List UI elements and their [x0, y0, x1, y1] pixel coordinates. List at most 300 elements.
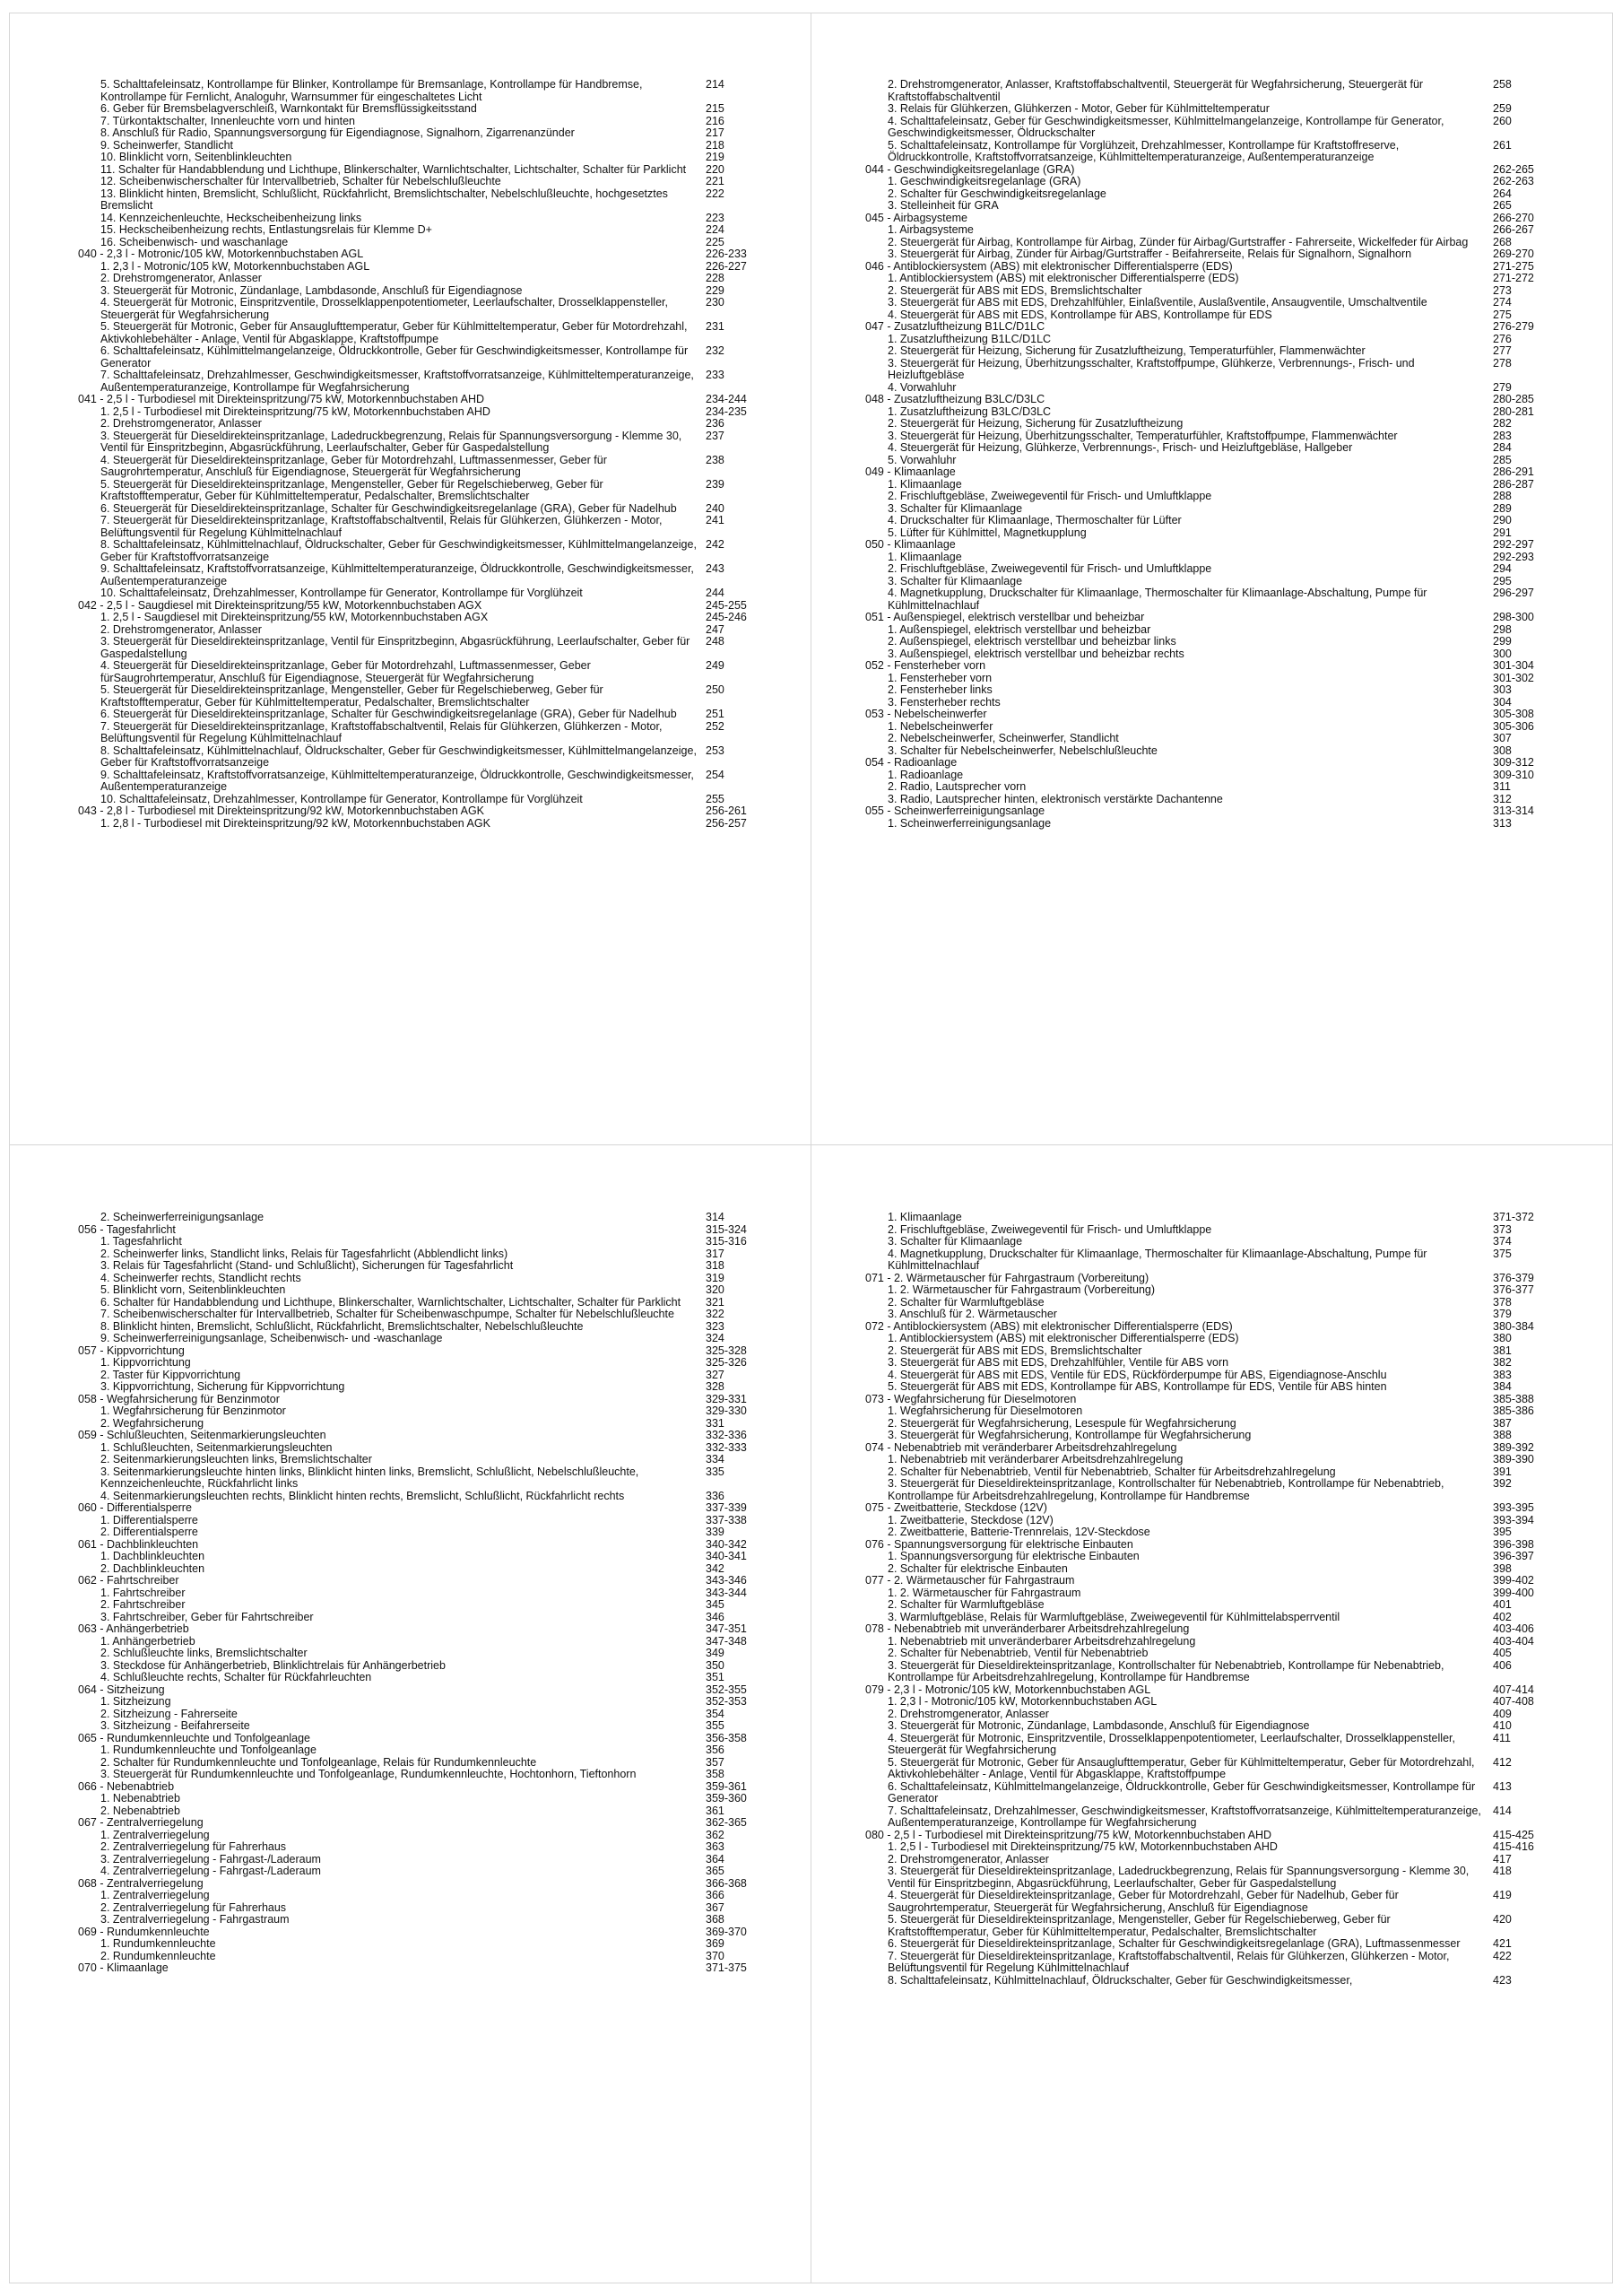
toc-entry-title: 5. Steuergerät für Motronic, Geber für Ansauglufttemperatur, Geber für Kühlmitteltemperatur, Geber für Motordrehzahl, Aktivkohlebehälter - Anlage, Ventil für Abgasklappe, Kraftstoffpumpe — [100, 320, 688, 345]
toc-subentry — [865, 309, 1600, 322]
toc-subentry — [78, 116, 798, 128]
toc-entry-title: 2. Fahrtschreiber — [100, 1598, 186, 1611]
toc-entry-title: 053 - Nebelscheinwerfer — [865, 708, 987, 720]
toc-section-entry — [865, 612, 1600, 624]
toc-subentry — [865, 491, 1600, 503]
toc-entry-title: 3. Schalter für Klimaanlage — [888, 1235, 1023, 1248]
toc-page-number: 399-400 — [1493, 1586, 1534, 1599]
toc-page-number: 262-265 — [1493, 162, 1534, 176]
toc-page-number: 329-331 — [706, 1392, 747, 1405]
toc-section-entry — [865, 660, 1600, 673]
toc-subentry — [865, 1938, 1600, 1951]
toc-subentry — [865, 1757, 1600, 1781]
toc-subentry — [865, 103, 1600, 116]
toc-page-number: 288 — [1493, 490, 1512, 502]
toc-entry-title: 1. Geschwindigkeitsregelanlage (GRA) — [888, 175, 1081, 187]
toc-entry-title: 1. Airbagsysteme — [888, 223, 974, 236]
toc-page-number: 305-308 — [1493, 708, 1534, 720]
toc-entry-title: 1. Zentralverriegelung — [100, 1828, 210, 1841]
toc-entry-title: 4. Magnetkupplung, Druckschalter für Klimaanlage, Thermoschalter für Klimaanlage-Abschaltung, Pumpe für Kühlmittelnachlauf — [888, 587, 1427, 612]
toc-entry-title: 15. Heckscheibenheizung rechts, Entlastungsrelais für Klemme D+ — [100, 223, 432, 236]
toc-entry-title: 1. Tagesfahrlicht — [100, 1235, 182, 1248]
toc-entry-title: 3. Schalter für Nebelscheinwerfer, Nebelschlußleuchte — [888, 744, 1158, 757]
toc-subentry — [865, 1212, 1600, 1224]
toc-entry-title: 1. Fahrtschreiber — [100, 1586, 186, 1599]
toc-page-number: 362 — [706, 1828, 724, 1841]
toc-page-number: 345 — [706, 1598, 724, 1611]
toc-page-number: 363 — [706, 1840, 724, 1853]
toc-entry-title: 2. Zentralverriegelung für Fahrerhaus — [100, 1840, 287, 1853]
toc-subentry — [78, 1914, 798, 1926]
toc-page-number: 357 — [706, 1755, 724, 1769]
toc-subentry — [865, 1975, 1600, 1987]
toc-subentry — [78, 794, 798, 806]
toc-subentry — [78, 103, 798, 116]
toc-entry-title: 048 - Zusatzluftheizung B3LC/D3LC — [865, 393, 1045, 405]
toc-subentry — [78, 636, 798, 660]
toc-entry-title: 7. Steuergerät für Dieseldirekteinspritzanlage, Kraftstoffabschaltventil, Relais für Glühkerzen, Glühkerzen - Motor, Belüftungsventil für Regelung Kühlmittelnachlauf — [100, 514, 663, 539]
toc-subentry — [865, 406, 1600, 419]
toc-page-number: 298-300 — [1493, 611, 1534, 623]
toc-page-number: 296-297 — [1493, 587, 1534, 599]
toc-subentry — [865, 673, 1600, 685]
toc-page-number: 305-306 — [1493, 719, 1534, 733]
toc-page-number: 369-370 — [706, 1925, 747, 1938]
toc-entry-title: 4. Vorwahluhr — [888, 380, 957, 394]
toc-subentry — [78, 1321, 798, 1334]
toc-subentry — [78, 770, 798, 794]
toc-page-number: 214 — [706, 78, 724, 91]
toc-page-number: 391 — [1493, 1465, 1512, 1478]
toc-page-number: 324 — [706, 1332, 724, 1344]
toc-subentry — [78, 1563, 798, 1576]
toc-subentry — [78, 624, 798, 637]
toc-subentry — [78, 273, 798, 285]
toc-section-entry — [78, 1878, 798, 1891]
toc-entry-title: 2. Steuergerät für Heizung, Sicherung für Zusatzluftheizung, Temperaturfühler, Flammenwächter — [888, 344, 1366, 357]
toc-entry-title: 1. Nebenabtrieb mit veränderbarer Arbeitsdrehzahlregelung — [888, 1453, 1184, 1465]
toc-section-entry — [865, 1830, 1600, 1842]
toc-section-entry — [78, 1394, 798, 1406]
toc-entry-title: 1. Zweitbatterie, Steckdose (12V) — [888, 1513, 1054, 1526]
toc-entry-title: 071 - 2. Wärmetauscher für Fahrgastraum (Vorbereitung) — [865, 1271, 1149, 1284]
toc-entry-title: 3. Seitenmarkierungsleuchte hinten links, Blinklicht hinten links, Bremslicht, Schlußlicht, Nebelschlußleuchte, Kennzeichenleuchte, Rückfahrlicht links — [100, 1465, 639, 1490]
toc-page-number: 399-402 — [1493, 1574, 1534, 1587]
toc-section-entry — [865, 213, 1600, 225]
toc-page-number: 276-279 — [1493, 320, 1534, 333]
toc-subentry — [78, 1491, 798, 1503]
toc-page-number: 226-227 — [706, 259, 747, 273]
toc-entry-title: 080 - 2,5 l - Turbodiesel mit Direkteinspritzung/75 kW, Motorkennbuchstaben AHD — [865, 1828, 1271, 1841]
toc-page-number: 234-244 — [706, 393, 747, 405]
toc-entry-title: 3. Sitzheizung - Beifahrerseite — [100, 1719, 250, 1732]
toc-section-entry — [78, 394, 798, 406]
toc-subentry — [78, 1696, 798, 1709]
toc-page-number: 418 — [1493, 1865, 1512, 1877]
toc-entry-title: 2. Sitzheizung - Fahrerseite — [100, 1707, 238, 1720]
toc-entry-title: 3. Außenspiegel, elektrisch verstellbar und beheizbar rechts — [888, 647, 1184, 660]
toc-page-number: 303 — [1493, 683, 1512, 696]
toc-entry-title: 6. Steuergerät für Dieseldirekteinspritzanlage, Schalter für Geschwindigkeitsregelanlage (GRA), Geber für Nadelhub — [100, 708, 677, 720]
toc-subentry — [78, 127, 798, 140]
toc-subentry — [865, 1357, 1600, 1370]
toc-entry-title: 060 - Differentialsperre — [78, 1501, 192, 1514]
toc-entry-title: 5. Steuergerät für Dieseldirekteinspritzanlage, Mengensteller, Geber für Regelschieberweg, Geber für Kraftstofftemperatur, Geber für Kühlmitteltemperatur, Pedalschalter, Bremslichtschalter — [888, 1913, 1391, 1938]
toc-entry-title: 061 - Dachblinkleuchten — [78, 1537, 199, 1551]
toc-entry-title: 6. Steuergerät für Dieseldirekteinspritzanlage, Schalter für Geschwindigkeitsregelanlage (GRA), Luftmassenmesser — [888, 1937, 1461, 1950]
toc-entry-title: 1. 2,8 l - Turbodiesel mit Direkteinspritzung/92 kW, Motorkennbuchstaben AGK — [100, 816, 490, 830]
toc-entry-title: 14. Kennzeichenleuchte, Heckscheibenheizung links — [100, 211, 362, 224]
toc-entry-title: 2. Steuergerät für ABS mit EDS, Bremslichtschalter — [888, 283, 1142, 297]
toc-section-entry — [865, 261, 1600, 274]
toc-entry-title: 3. Steuergerät für Airbag, Zünder für Airbag/Gurtstraffer - Beifahrerseite, Relais für Signalhorn, Signalhorn — [888, 248, 1412, 260]
toc-subentry — [865, 552, 1600, 564]
toc-entry-title: 2. Nebenabtrieb — [100, 1804, 180, 1817]
toc-page-number: 268 — [1493, 235, 1512, 248]
toc-section-entry — [78, 1817, 798, 1830]
toc-section-entry — [865, 1502, 1600, 1515]
toc-section-entry — [78, 1623, 798, 1636]
toc-page-number: 300 — [1493, 647, 1512, 660]
toc-entry-title: 3. Steuergerät für Heizung, Überhitzungsschalter, Kraftstoffpumpe, Glühkerze, Verbrennungs-, Frisch- und Heizluftgebläse — [888, 356, 1415, 381]
toc-subentry — [865, 1612, 1600, 1624]
toc-subentry — [865, 527, 1600, 540]
toc-page-number: 343-344 — [706, 1586, 747, 1599]
toc-section-entry — [78, 1781, 798, 1794]
toc-entry-title: 2. Drehstromgenerator, Anlasser — [100, 622, 262, 636]
toc-entry-title: 2. Dachblinkleuchten — [100, 1561, 205, 1575]
toc-entry-title: 3. Schalter für Klimaanlage — [888, 574, 1023, 587]
toc-entry-title: 1. Außenspiegel, elektrisch verstellbar und beheizbar — [888, 622, 1151, 636]
toc-subentry — [865, 1309, 1600, 1321]
toc-page-number: 362-365 — [706, 1816, 747, 1829]
toc-page-number: 376-377 — [1493, 1283, 1534, 1296]
toc-subentry — [865, 1284, 1600, 1297]
toc-page-number: 343-346 — [706, 1574, 747, 1587]
toc-page-number: 375 — [1493, 1247, 1512, 1260]
toc-page-number: 291 — [1493, 526, 1512, 539]
toc-subentry — [865, 1297, 1600, 1309]
toc-subentry — [865, 721, 1600, 734]
toc-subentry — [865, 1660, 1600, 1684]
toc-page-number: 351 — [706, 1671, 724, 1683]
toc-entry-title: 4. Scheinwerfer rechts, Standlicht rechts — [100, 1271, 301, 1284]
toc-subentry — [78, 224, 798, 237]
toc-subentry — [865, 1866, 1600, 1890]
toc-page-number: 385-386 — [1493, 1405, 1534, 1417]
toc-section-entry — [78, 248, 798, 261]
toc-page-number: 413 — [1493, 1779, 1512, 1793]
toc-entry-title: 056 - Tagesfahrlicht — [78, 1222, 176, 1236]
toc-entry-title: 2. Steuergerät für Airbag, Kontrollampe für Airbag, Zünder für Airbag/Gurtstraffer - Fahrerseite, Wickelfeder für Airbag — [888, 235, 1469, 248]
toc-page-number: 406 — [1493, 1658, 1512, 1672]
toc-entry-title: 1. Sitzheizung — [100, 1695, 171, 1708]
toc-entry-title: 1. 2,3 l - Motronic/105 kW, Motorkennbuchstaben AGL — [100, 259, 370, 273]
toc-entry-title: 4. Steuergerät für Dieseldirekteinspritzanlage, Geber für Motordrehzahl, Luftmassenmesser, Geber fürSaugrohrtemperatur, Anschluß für Eigendiagnose, Steuergerät für Wegfahrsicherung — [100, 659, 591, 684]
toc-subentry — [78, 1273, 798, 1285]
toc-subentry — [78, 297, 798, 321]
toc-subentry — [865, 1236, 1600, 1248]
toc-entry-title: 1. 2,3 l - Motronic/105 kW, Motorkennbuchstaben AGL — [888, 1695, 1158, 1708]
toc-section-entry — [865, 757, 1600, 770]
toc-subentry — [78, 1866, 798, 1878]
toc-subentry — [78, 1938, 798, 1951]
toc-entry-title: 12. Scheibenwischerschalter für Intervallbetrieb, Schalter für Nebelschlußleuchte — [100, 175, 501, 187]
toc-page-number: 373 — [1493, 1222, 1512, 1236]
toc-subentry — [78, 1660, 798, 1673]
toc-page-number: 247 — [706, 622, 724, 636]
toc-section-entry — [78, 1539, 798, 1552]
toc-entry-title: 2. Schalter für Warmluftgebläse — [888, 1598, 1045, 1611]
toc-subentry — [865, 442, 1600, 455]
toc-entry-title: 076 - Spannungsversorgung für elektrische Einbauten — [865, 1537, 1133, 1551]
toc-subentry — [865, 140, 1600, 164]
toc-subentry — [865, 1478, 1600, 1502]
toc-entry-title: 1. Zusatzluftheizung B1LC/D1LC — [888, 332, 1052, 345]
toc-page-number: 335 — [706, 1465, 724, 1478]
toc-page-number: 337-339 — [706, 1501, 747, 1514]
toc-page-number: 313 — [1493, 816, 1512, 830]
toc-entry-title: 3. Stelleinheit für GRA — [888, 199, 999, 212]
toc-subentry — [78, 1466, 798, 1491]
toc-entry-title: 3. Steuergerät für ABS mit EDS, Drehzahlfühler, Ventile für ABS vorn — [888, 1356, 1229, 1369]
toc-subentry — [865, 188, 1600, 201]
toc-page-number: 395 — [1493, 1526, 1512, 1538]
toc-page-number: 409 — [1493, 1707, 1512, 1720]
toc-page-number: 225 — [706, 235, 724, 248]
toc-page-number: 252 — [706, 719, 724, 733]
toc-page-number: 370 — [706, 1949, 724, 1962]
toc-page-number: 352-353 — [706, 1695, 747, 1708]
toc-subentry — [78, 237, 798, 249]
toc-page-number: 412 — [1493, 1755, 1512, 1769]
toc-page-number: 323 — [706, 1319, 724, 1333]
toc-entry-title: 1. Nebenabtrieb mit unveränderbarer Arbeitsdrehzahlregelung — [888, 1634, 1196, 1648]
toc-page-number: 279 — [1493, 380, 1512, 394]
toc-entry-title: 5. Steuergerät für Motronic, Geber für Ansauglufttemperatur, Geber für Kühlmitteltemperatur, Geber für Motordrehzahl, Aktivkohlebehälter - Anlage, Ventil für Abgasklappe, Kraftstoffpumpe — [888, 1755, 1475, 1780]
toc-page-number: 259 — [1493, 102, 1512, 115]
toc-subentry — [865, 1720, 1600, 1733]
toc-page-number: 359-361 — [706, 1779, 747, 1793]
toc-page-number: 283 — [1493, 429, 1512, 442]
toc-page-number: 417 — [1493, 1852, 1512, 1866]
toc-entry-title: 6. Schalttafeleinsatz, Kühlmittelmangelanzeige, Öldruckkontrolle, Geber für Geschwindigkeitsmesser, Kontrollampe für Generator — [888, 1779, 1476, 1805]
toc-page-number: 304 — [1493, 695, 1512, 709]
toc-page-number: 366-368 — [706, 1876, 747, 1890]
toc-entry-title: 2. Drehstromgenerator, Anlasser — [888, 1852, 1049, 1866]
toc-entry-title: 4. Schalttafeleinsatz, Geber für Geschwindigkeitsmesser, Kühlmittelmangelanzeige, Kontrollampe für Generator, Geschwindigkeitsmesser, Öldruckschalter — [888, 114, 1444, 139]
toc-entry-title: 078 - Nebenabtrieb mit unveränderbarer Arbeitsdrehzahlregelung — [865, 1622, 1190, 1635]
toc-page-number: 354 — [706, 1707, 724, 1720]
toc-subentry — [865, 1370, 1600, 1382]
toc-subentry — [865, 1696, 1600, 1709]
toc-entry-title: 1. Rundumkennleuchte — [100, 1937, 216, 1950]
toc-entry-title: 7. Scheibenwischerschalter für Intervallbetrieb, Schalter für Scheibenwaschpumpe, Schalter für Nebelschlußleuchte — [100, 1308, 674, 1320]
toc-subentry — [78, 406, 798, 419]
toc-page-number: 244 — [706, 587, 724, 599]
toc-page-number: 396-398 — [1493, 1537, 1534, 1551]
toc-entry-title: 7. Türkontaktschalter, Innenleuchte vorn und hinten — [100, 114, 355, 127]
toc-page-number: 398 — [1493, 1561, 1512, 1575]
toc-subentry — [865, 1951, 1600, 1975]
toc-entry-title: 2. Frischluftgebläse, Zweiwegeventil für Frisch- und Umluftklappe — [888, 490, 1212, 502]
toc-page-number: 380 — [1493, 1332, 1512, 1344]
toc-entry-title: 069 - Rundumkennleuchte — [78, 1925, 210, 1938]
toc-subentry — [78, 1454, 798, 1466]
toc-page-number: 301-304 — [1493, 659, 1534, 672]
toc-page-number: 266-267 — [1493, 223, 1534, 236]
toc-page-number: 218 — [706, 138, 724, 152]
toc-page-number: 249 — [706, 659, 724, 672]
toc-entry-title: 062 - Fahrtschreiber — [78, 1574, 179, 1587]
toc-page-number: 277 — [1493, 344, 1512, 357]
toc-entry-title: 3. Steuergerät für Dieseldirekteinspritzanlage, Ventil für Einspritzbeginn, Abgasrückführung, Leerlaufschalter, Geber für Gaspedalstellung — [100, 635, 690, 660]
toc-entry-title: 054 - Radioanlage — [865, 756, 958, 769]
toc-entry-title: 2. Differentialsperre — [100, 1526, 198, 1538]
toc-page-number: 396-397 — [1493, 1550, 1534, 1562]
toc-subentry — [865, 334, 1600, 346]
toc-subentry — [78, 140, 798, 152]
toc-page-number: 420 — [1493, 1913, 1512, 1926]
toc-entry-title: 3. Anschluß für 2. Wärmetauscher — [888, 1308, 1057, 1320]
toc-subentry — [865, 818, 1600, 831]
toc-entry-title: 2. Schalter für Rundumkennleuchte und Tonfolgeanlage, Relais für Rundumkennleuchte — [100, 1755, 537, 1769]
toc-page-number: 243 — [706, 562, 724, 575]
toc-page-number: 239 — [706, 477, 724, 491]
toc-entry-title: 2. Schalter für Nebenabtrieb, Ventil für Nebenabtrieb — [888, 1647, 1149, 1659]
toc-page-number: 250 — [706, 683, 724, 696]
toc-page-number: 254 — [706, 768, 724, 781]
toc-subentry — [78, 455, 798, 479]
toc-entry-title: 070 - Klimaanlage — [78, 1961, 169, 1974]
toc-entry-title: 4. Schlußleuchte rechts, Schalter für Rückfahrleuchten — [100, 1671, 372, 1683]
toc-subentry — [78, 1587, 798, 1600]
toc-entry-title: 064 - Sitzheizung — [78, 1683, 165, 1696]
toc-page-number: 221 — [706, 175, 724, 187]
toc-subentry — [78, 709, 798, 721]
toc-entry-title: 1. 2,5 l - Saugdiesel mit Direkteinspritzung/55 kW, Motorkennbuchstaben AGX — [100, 611, 489, 623]
toc-page-number: 224 — [706, 223, 724, 236]
toc-page-number: 237 — [706, 429, 724, 442]
toc-entry-title: 049 - Klimaanlage — [865, 465, 956, 478]
toc-page-number: 255 — [706, 792, 724, 805]
toc-subentry — [865, 636, 1600, 648]
toc-entry-title: 1. Klimaanlage — [888, 477, 962, 491]
toc-subentry — [78, 1357, 798, 1370]
toc-page-number: 334 — [706, 1453, 724, 1465]
toc-subentry — [78, 1612, 798, 1624]
toc-entry-title: 3. Fensterheber rechts — [888, 695, 1001, 709]
toc-entry-title: 1. Zusatzluftheizung B3LC/D3LC — [888, 404, 1052, 418]
toc-entry-title: 1. Anhängerbetrieb — [100, 1634, 195, 1648]
toc-list — [865, 79, 1600, 830]
toc-section-entry — [865, 1442, 1600, 1455]
toc-entry-title: 2. Rundumkennleuchte — [100, 1949, 216, 1962]
toc-entry-title: 8. Schalttafeleinsatz, Kühlmittelnachlauf, Öldruckschalter, Geber für Geschwindigkeitsmesser, Kühlmittelmangelanzeige, Geber für Kraftstoffvorratsanzeige — [100, 538, 697, 563]
toc-page-number: 251 — [706, 708, 724, 720]
toc-page-number: 238 — [706, 453, 724, 466]
toc-entry-title: 10. Blinklicht vorn, Seitenblinkleuchten — [100, 151, 292, 163]
toc-entry-title: 4. Steuergerät für Dieseldirekteinspritzanlage, Geber für Motordrehzahl, Luftmassenmesser, Geber für Saugrohrtemperatur, Anschluß für Eigendiagnose, Steuergerät für Wegfahrsicherung — [100, 453, 607, 478]
toc-entry-title: 3. Relais für Tagesfahrlicht (Stand- und Schlußlicht), Sicherungen für Tagesfahrlicht — [100, 1259, 514, 1272]
toc-list — [865, 1212, 1600, 1987]
toc-page-number: 219 — [706, 151, 724, 163]
toc-subentry — [78, 1951, 798, 1963]
toc-entry-title: 3. Kippvorrichtung, Sicherung für Kippvorrichtung — [100, 1380, 345, 1393]
toc-page-number: 415-416 — [1493, 1840, 1534, 1853]
toc-section-entry — [865, 805, 1600, 818]
toc-page-number: 358 — [706, 1768, 724, 1780]
toc-entry-title: 11. Schalter für Handabblendung und Lichthupe, Blinkerschalter, Warnlichtschalter, Lichtschalter, Schalter für Parklicht — [100, 162, 687, 176]
toc-entry-title: 1. 2,5 l - Turbodiesel mit Direkteinspritzung/75 kW, Motorkennbuchstaben AHD — [100, 404, 490, 418]
toc-entry-title: 7. Schalttafeleinsatz, Drehzahlmesser, Geschwindigkeitsmesser, Kraftstoffvorratsanzeige, Kühlmitteltemperaturanzeige, Außentemperaturanzeige, Kontrollampe für Wegfahrsicherung — [888, 1804, 1481, 1829]
toc-section-entry — [78, 1345, 798, 1358]
toc-entry-title: 042 - 2,5 l - Saugdiesel mit Direkteinspritzung/55 kW, Motorkennbuchstaben AGX — [78, 598, 482, 612]
toc-subentry — [865, 382, 1600, 395]
toc-page-number: 264 — [1493, 187, 1512, 200]
toc-page-number: 220 — [706, 162, 724, 176]
toc-subentry — [865, 1248, 1600, 1273]
toc-entry-title: 1. Wegfahrsicherung für Benzinmotor — [100, 1405, 286, 1417]
toc-page-number: 382 — [1493, 1356, 1512, 1369]
toc-page-number: 332-333 — [706, 1440, 747, 1454]
toc-page-number: 223 — [706, 211, 724, 224]
toc-section-entry — [865, 164, 1600, 177]
toc-subentry — [78, 285, 798, 298]
toc-entry-title: 3. Relais für Glühkerzen, Glühkerzen - Motor, Geber für Kühlmitteltemperatur — [888, 102, 1270, 115]
toc-entry-title: 1. 2. Wärmetauscher für Fahrgastraum (Vorbereitung) — [888, 1283, 1156, 1296]
toc-entry-title: 2. Seitenmarkierungsleuchten links, Bremslichtschalter — [100, 1453, 372, 1465]
toc-page-number: 216 — [706, 114, 724, 127]
toc-subentry — [78, 1599, 798, 1612]
toc-entry-title: 3. Zentralverriegelung - Fahrgastraum — [100, 1913, 290, 1926]
toc-page-number: 355 — [706, 1719, 724, 1732]
toc-entry-title: 10. Schalttafeleinsatz, Drehzahlmesser, Kontrollampe für Generator, Kontrollampe für Vorglühzeit — [100, 792, 583, 805]
toc-page-number: 365 — [706, 1865, 724, 1877]
toc-page-number: 317 — [706, 1247, 724, 1260]
toc-page-number: 274 — [1493, 296, 1512, 309]
toc-entry-title: 9. Schalttafeleinsatz, Kraftstoffvorratsanzeige, Kühlmitteltemperaturanzeige, Öldruckkontrolle, Geschwindigkeitsmesser, Außentemperaturanzeige — [100, 768, 694, 793]
toc-page-number: 423 — [1493, 1973, 1512, 1987]
toc-subentry — [78, 1720, 798, 1733]
toc-page-number: 419 — [1493, 1889, 1512, 1901]
toc-entry-title: 1. 2. Wärmetauscher für Fahrgastraum — [888, 1586, 1081, 1599]
toc-page-number: 289 — [1493, 501, 1512, 515]
toc-entry-title: 2. Drehstromgenerator, Anlasser — [100, 272, 262, 284]
toc-page-number: 299 — [1493, 635, 1512, 648]
toc-page-number: 340-342 — [706, 1537, 747, 1551]
toc-entry-title: 6. Geber für Bremsbelagverschleiß, Warnkontakt für Bremsflüssigkeitsstand — [100, 102, 477, 115]
toc-page-number: 332-336 — [706, 1429, 747, 1441]
toc-entry-title: 8. Blinklicht hinten, Bremslicht, Schlußlicht, Rückfahrlicht, Bremslichtschalter, Nebelschlußleuchte — [100, 1319, 584, 1333]
toc-entry-title: 1. Differentialsperre — [100, 1513, 198, 1526]
toc-page-number: 366 — [706, 1889, 724, 1901]
toc-entry-title: 1. Antiblockiersystem (ABS) mit elektronischer Differentialsperre (EDS) — [888, 1332, 1239, 1344]
toc-entry-title: 1. Dachblinkleuchten — [100, 1550, 205, 1562]
toc-subentry — [78, 1757, 798, 1770]
toc-section-entry — [78, 1575, 798, 1587]
toc-subentry — [865, 648, 1600, 661]
toc-page-number: 248 — [706, 635, 724, 648]
toc-page-number: 350 — [706, 1658, 724, 1672]
toc-subentry — [78, 79, 798, 103]
toc-subentry — [78, 1381, 798, 1394]
toc-page-number: 242 — [706, 538, 724, 551]
toc-entry-title: 3. Steuergerät für Dieseldirekteinspritzanlage, Ladedruckbegrenzung, Relais für Spannungsversorgung - Klemme 30, Ventil für Einspritzbeginn, Abgasrückführung, Leerlaufschalter, Geber für Gaspedalstellung — [888, 1865, 1470, 1890]
toc-entry-title: 058 - Wegfahrsicherung für Benzinmotor — [78, 1392, 280, 1405]
toc-entry-title: 1. Scheinwerferreinigungsanlage — [888, 816, 1052, 830]
toc-subentry — [78, 1515, 798, 1527]
